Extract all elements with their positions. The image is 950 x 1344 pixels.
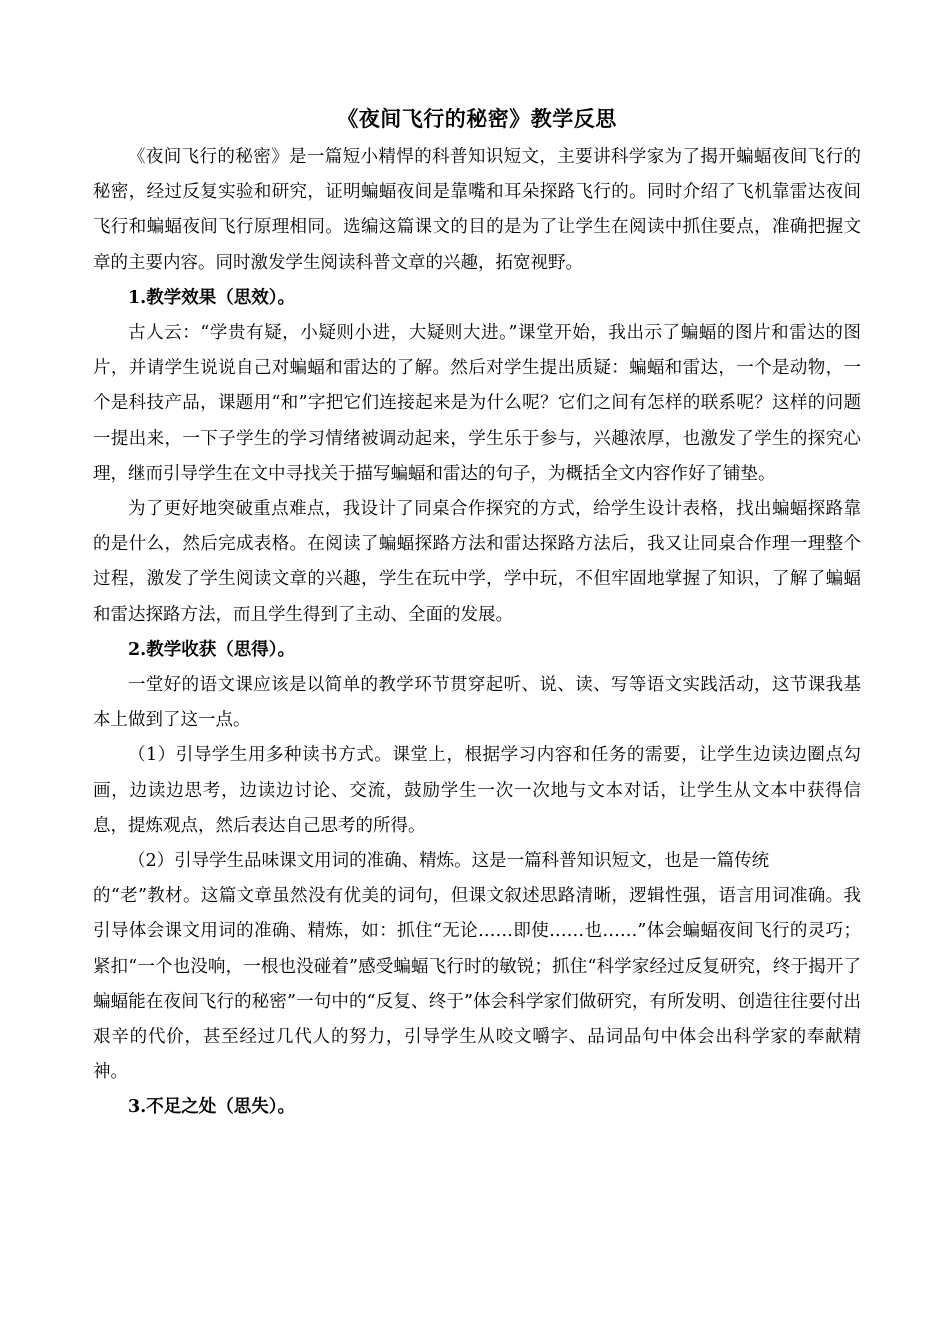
document-title: 《夜间飞行的秘密》教学反思 [337, 106, 617, 131]
section-heading-effect: 1.教学效果（思效）。 [128, 287, 296, 308]
body-paragraph-continued: 的“老”教材。这篇文章虽然没有优美的词句，但课文叙述思路清晰，逻辑性强，语言用词准确。我引导体会课文用词的准确、精炼，如：抓住“无论……即使……也……”体会蝙蝠夜间飞行的灵巧；紧扣“一个也没响，一根也没碰着”感受蝙蝠飞行时的敏锐；抓住“科学家经过反复研究，终于揭开了蝙蝠能在夜间飞行的秘密”一句中的“反复、终于”体会科学家们做研究，有所发明、创造往往要付出艰辛的代价，甚至经过几代人的努力，引导学生从咬文嚼字、品词品句中体会出科学家的奉献精神。 [93, 886, 861, 1083]
body-paragraph: （1）引导学生用多种读书方式。课堂上，根据学习内容和任务的需要，让学生边读边圈点勾画，边读边思考，边读边讨论、交流，鼓励学生一次一次地与文本对话，让学生从文本中获得信息，提炼观点，然后表达自己思考的所得。 [93, 745, 861, 836]
intro-paragraph: 《夜间飞行的秘密》是一篇短小精悍的科普知识短文，主要讲科学家为了揭开蝙蝠夜间飞行的秘密，经过反复实验和研究，证明蝙蝠夜间是靠嘴和耳朵探路飞行的。同时介绍了飞机靠雷达夜间飞行和蝙蝠夜间飞行原理相同。选编这篇课文的目的是为了让学生在阅读中抓住要点，准确把握文章的主要内容。同时激发学生阅读科普文章的兴趣，拓宽视野。 [93, 147, 861, 273]
section-heading-shortcoming: 3.不足之处（思失）。 [128, 1097, 296, 1118]
document-page [93, 98, 861, 1126]
section-heading-gain: 2.教学收获（思得）。 [128, 639, 296, 660]
body-paragraph: 古人云：“学贵有疑，小疑则小进，大疑则大进。”课堂开始，我出示了蝙蝠的图片和雷达的图片，并请学生说说自己对蝙蝠和雷达的了解。然后对学生提出质疑：蝙蝠和雷达，一个是动物，一个是科技产品，课题用“和”字把它们连接起来是为什么呢？它们之间有怎样的联系呢？这样的问题一提出来，一下子学生的学习情绪被调动起来，学生乐于参与，兴趣浓厚，也激发了学生的探究心理，继而引导学生在文中寻找关于描写蝙蝠和雷达的句子，为概括全文内容作好了铺垫。 [93, 323, 861, 484]
body-paragraph: 为了更好地突破重点难点，我设计了同桌合作探究的方式，给学生设计表格，找出蝙蝠探路靠的是什么，然后完成表格。在阅读了蝙蝠探路方法和雷达探路方法后，我又让同桌合作理一理整个过程，激发了学生阅读文章的兴趣，学生在玩中学，学中玩，不但牢固地掌握了知识，了解了蝙蝠和雷达探路方法，而且学生得到了主动、全面的发展。 [93, 499, 861, 625]
body-paragraph: 一堂好的语文课应该是以简单的教学环节贯穿起听、说、读、写等语文实践活动，这节课我基本上做到了这一点。 [93, 675, 861, 731]
body-paragraph: （2）引导学生品味课文用词的准确、精炼。这是一篇科普知识短文，也是一篇传统 [128, 851, 770, 872]
